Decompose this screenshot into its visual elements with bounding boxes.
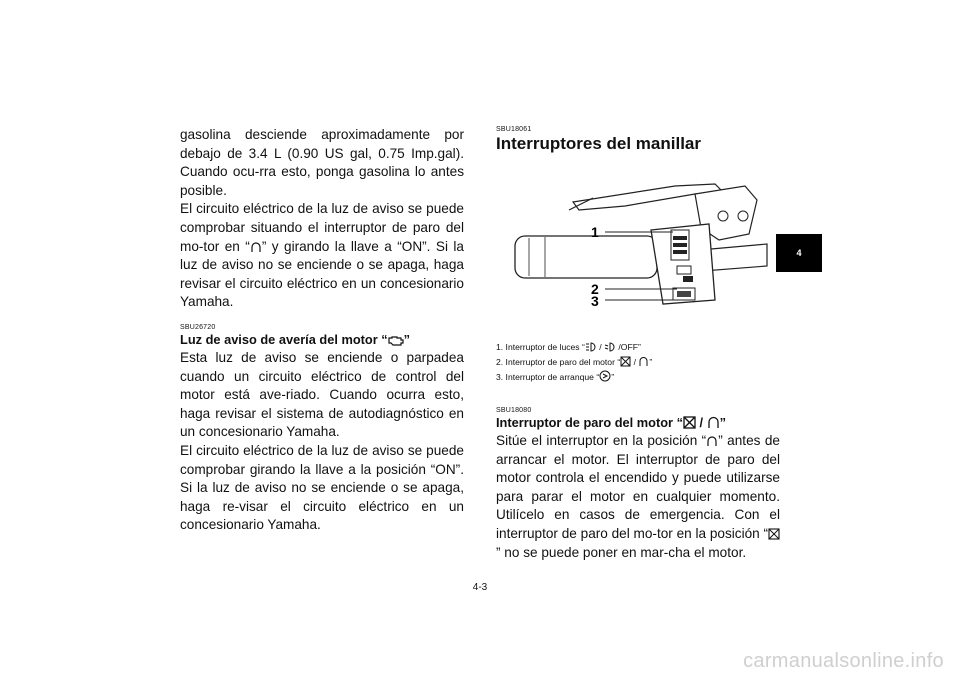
section-heading-engine-warning: Luz de aviso de avería del motor “ ” [180, 331, 411, 347]
high-beam-icon [585, 342, 597, 352]
paragraph-warning-test: El circuito eléctrico de la luz de aviso se puede comprobar girando la llave a la posición “ON”. Si la luz de aviso no se enciende o se apaga, haga re-visar el circuito eléctrico en un concesionario Yamaha. [180, 442, 464, 533]
subsection-heading-engine-stop: Interruptor de paro del motor “ / ” [496, 415, 727, 430]
engine-stop-icon [683, 416, 696, 429]
right-column-lower [496, 340, 780, 562]
engine-stop-icon [768, 528, 780, 540]
chapter-tab: 4 [776, 234, 822, 272]
paragraph-engine-stop: Sitúe el interruptor en la posición “ ” antes de arrancar el motor. El interruptor de paro del motor controla el encendido y puede utilizarse para parar el motor en cualquier momento. Utilícelo en casos de emergencia. Con el interruptor de paro del mo-tor en la posición “” no se puede poner en mar-cha el motor. [496, 433, 780, 560]
low-beam-icon [604, 342, 616, 352]
callout-3: 3 [591, 293, 599, 309]
subsection-code: SBU18080 [496, 407, 532, 414]
caption-engine-stop-switch: 2. Interruptor de paro del motor “ / ” [496, 357, 653, 367]
handlebar-switches-illustration [505, 180, 775, 340]
starter-icon [599, 370, 611, 382]
engine-trouble-icon [388, 335, 404, 346]
main-heading: Interruptores del manillar [496, 134, 701, 153]
engine-run-icon [707, 416, 720, 429]
engine-run-icon [638, 356, 649, 367]
engine-run-icon [706, 435, 718, 447]
section-code: SBU26720 [180, 323, 216, 331]
caption-light-switch: 1. Interruptor de luces “ / /OFF” [496, 342, 641, 352]
engine-stop-icon [620, 356, 631, 367]
main-section-code: SBU18061 [496, 126, 532, 133]
watermark: carmanualsonline.info [743, 650, 944, 672]
right-column [496, 126, 780, 154]
caption-start-switch: 3. Interruptor de arranque “ ” [496, 372, 615, 382]
paragraph-fuel: gasolina desciende aproximadamente por debajo de 3.4 L (0.90 US gal, 0.75 Imp.gal). Cuando ocu-rra esto, ponga gasolina lo antes posible. [180, 127, 464, 198]
paragraph-warning-desc: Esta luz de aviso se enciende o parpadea cuando un circuito eléctrico de control del motor está ave-riado. Cuando ocurra esto, haga revisar el sistema de autodiagnóstico en un concesionario Yamaha. [180, 349, 464, 440]
engine-run-icon [250, 241, 262, 253]
left-column [180, 126, 464, 535]
callout-1: 1 [591, 224, 599, 240]
paragraph-warning-check: El circuito eléctrico de la luz de aviso se puede comprobar situando el interruptor de paro del mo-tor en “ ” y girando la llave a “ON”. Si la luz de aviso no se enciende o se apaga, haga revisar el circuito eléctrico en un concesionario Yamaha. [180, 201, 464, 310]
callout-2: 2 [591, 281, 599, 297]
page-number: 4-3 [472, 582, 488, 593]
